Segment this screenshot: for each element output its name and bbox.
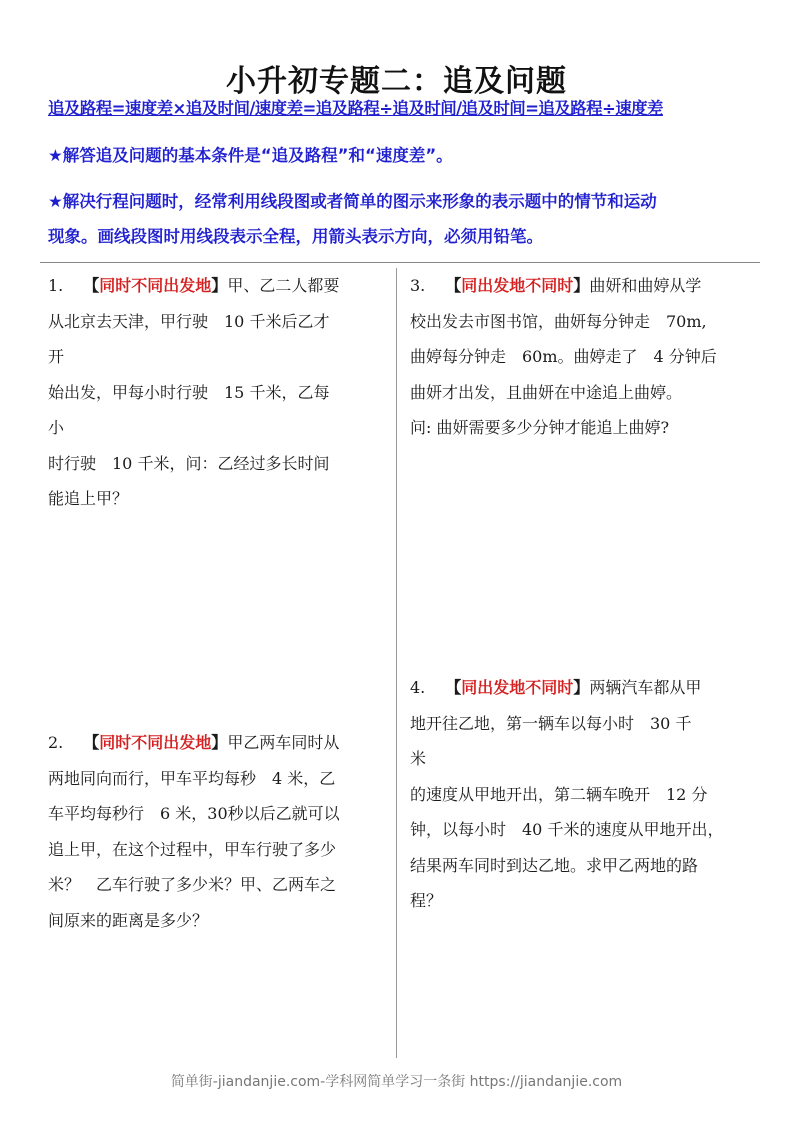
problem-tag: 同时不同出发地	[99, 276, 212, 295]
problem-line: 米	[410, 749, 427, 768]
problem-first-line	[410, 268, 758, 304]
tag-bracket-close: 】	[573, 678, 590, 697]
problem-line: 时行驶 10 千米，问：乙经过多长时间	[48, 453, 330, 473]
problem-first-line	[48, 268, 388, 304]
problem-number: 2.	[48, 733, 64, 752]
problem-line: 能追上甲？	[48, 489, 129, 508]
problem-text: 曲妍和曲婷从学	[589, 276, 702, 295]
problem-tag: 同出发地不同时	[461, 276, 574, 295]
tag-bracket-open: 【	[83, 733, 100, 752]
problem-4	[410, 670, 768, 919]
vertical-divider	[396, 268, 397, 1058]
problem-line: 从北京去天津，甲行驶 10 千米后乙才	[48, 311, 330, 331]
tag-bracket-open: 【	[83, 276, 100, 295]
tag-bracket-open: 【	[445, 678, 462, 697]
problem-3	[410, 268, 758, 446]
problem-line: 始出发，甲每小时行驶 15 千米，乙每	[48, 382, 330, 402]
problem-tag: 同时不同出发地	[99, 733, 212, 752]
problem-line: 追上甲，在这个过程中，甲车行驶了多少	[48, 839, 337, 859]
problem-1	[48, 268, 388, 517]
problem-first-line	[48, 725, 388, 761]
problem-line: 校出发去市图书馆，曲妍每分钟走 70m,	[410, 311, 707, 331]
problem-number: 1.	[48, 276, 64, 295]
tag-bracket-open: 【	[445, 276, 462, 295]
problem-line: 问: 曲妍需要多少分钟才能追上曲婷?	[410, 418, 670, 437]
problem-2	[48, 725, 388, 938]
problem-line: 的速度从甲地开出，第二辆车晚开 12 分	[410, 784, 708, 804]
tag-bracket-close: 】	[211, 733, 228, 752]
note-basic-condition	[48, 138, 758, 173]
problem-line: 结果两车同时到达乙地。求甲乙两地的路	[410, 855, 699, 875]
problem-line: 间原来的距离是多少？	[48, 910, 209, 930]
horizontal-divider	[40, 262, 760, 263]
problem-tag: 同出发地不同时	[461, 678, 574, 697]
problem-text: 两辆汽车都从甲	[589, 678, 702, 697]
page-title: 小升初专题二：追及问题	[226, 64, 567, 99]
problem-line: 地开往乙地，第一辆车以每小时 30 千	[410, 713, 692, 733]
problem-text: 甲、乙二人都要	[227, 276, 340, 295]
problem-line: 程？	[410, 891, 443, 910]
problem-text: 甲乙两车同时从	[227, 733, 340, 752]
note-line: ★解答追及问题的基本条件是“追及路程”和“速度差”。	[48, 146, 453, 165]
problem-line: 曲婷每分钟走 60m。曲婷走了 4 分钟后	[410, 347, 717, 366]
footer-watermark: 简单街-jiandanjie.com-学科网简单学习一条街 https://jiandanjie.com	[170, 1074, 623, 1090]
note-line: 现象。画线段图时用线段表示全程，用箭头表示方向，必须用铅笔。	[48, 227, 543, 246]
note-method	[48, 184, 758, 254]
tag-bracket-close: 】	[211, 276, 228, 295]
problem-line: 两地同向而行，甲车平均每秒 4 米，乙	[48, 768, 336, 788]
problem-line: 车平均每秒行 6 米，30秒以后乙就可以	[48, 804, 340, 823]
problem-first-line	[410, 670, 768, 706]
tag-bracket-close: 】	[573, 276, 590, 295]
problem-line: 米？ 乙车行驶了多少米？甲、乙两车之	[48, 875, 337, 894]
problem-line: 小	[48, 418, 65, 437]
problem-line: 钟，以每小时 40 千米的速度从甲地开出，	[410, 820, 724, 839]
problem-number: 3.	[410, 276, 426, 295]
problem-line: 开	[48, 347, 65, 366]
formula-line: 追及路程=速度差×追及时间/速度差=追及路程÷追及时间/追及时间=追及路程÷速度差	[48, 99, 663, 118]
problem-number: 4.	[410, 678, 426, 697]
problem-line: 曲妍才出发，且曲妍在中途追上曲婷。	[410, 382, 683, 402]
note-line: ★解决行程问题时，经常利用线段图或者简单的图示来形象的表示题中的情节和运动	[48, 192, 657, 211]
